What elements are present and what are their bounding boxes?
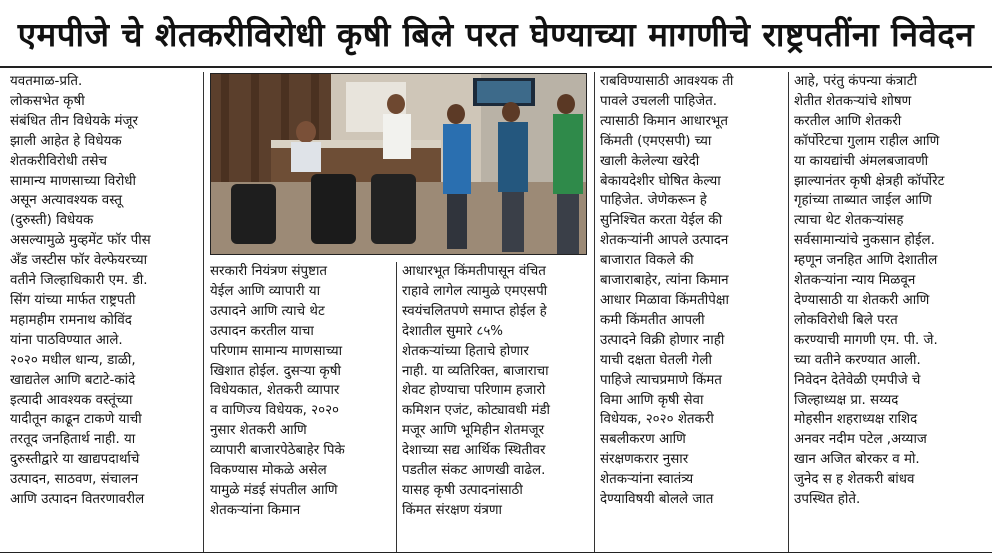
article-text-line: यादीतून काढून टाकणे याची xyxy=(10,412,142,428)
article-text-line: मजूर आणि भूमिहीन शेतमजूर xyxy=(402,423,545,439)
article-text-line: सुनिश्चित करता येईल की xyxy=(600,213,723,229)
article-text-line: यवतमाळ-प्रति. xyxy=(10,74,83,89)
article-text-line: जिल्हाध्यक्ष प्रा. सय्यद xyxy=(794,392,899,408)
article-text-line: कमी किंमतीत आपली xyxy=(600,312,705,328)
article-text-line: शेतकऱ्यांनी आपले उत्पादन xyxy=(600,233,729,249)
article-text-line: खाली केलेल्या खरेदी xyxy=(600,153,700,169)
article-text-line: २०२० मधील धान्य, डाळी, xyxy=(10,352,136,368)
article-text-line: बेकायदेशीर घोषित केल्या xyxy=(600,173,721,189)
article-text-line: विधेयक, २०२० शेतकरी xyxy=(600,412,714,428)
article-text-line: शेतीत शेतकऱ्यांचे शोषण xyxy=(794,93,912,109)
article-text-line: सिंग यांच्या मार्फत राष्ट्रपती xyxy=(10,292,136,308)
column-separator xyxy=(203,72,204,552)
article-text-line: शेतकऱ्यांच्या हिताचे होणार xyxy=(402,343,529,359)
article-text-line: झाली आहेत हे विधेयक xyxy=(10,133,122,149)
article-text-line: आधारभूत किंमतीपासून वंचित xyxy=(402,264,546,279)
article-text-line: अँड जस्टीस फॉर वेल्फेयरच्या xyxy=(10,253,148,269)
article-text-line: मोहसीन शहराध्यक्ष राशिद xyxy=(794,412,918,428)
article-text-line: शेतकऱ्यांना किमान xyxy=(210,502,301,518)
article-text-line: देण्यासाठी या शेतकरी आणि xyxy=(794,292,930,308)
article-text-line: पाहिजेत. जेणेकरून हे xyxy=(600,193,707,209)
article-text-line: करतील आणि शेतकरी xyxy=(794,113,902,129)
article-text-line: राबविण्यासाठी आवश्यक ती xyxy=(600,74,734,89)
article-text-line: विधेयकात, शेतकरी व्यापार xyxy=(210,383,340,399)
article-text-line: उत्पादने आणि त्याचे थेट xyxy=(210,303,325,319)
article-text-line: (दुरुस्ती) विधेयक xyxy=(10,213,94,229)
article-text-line: आधार मिळावा किंमतीपेक्षा xyxy=(600,292,729,308)
article-text-line: वतीने जिल्हाधिकारी एम. डी. xyxy=(10,273,148,289)
article-text-line: आणि उत्पादन वितरणावरील xyxy=(10,492,145,508)
column-separator xyxy=(594,72,595,552)
article-text-line: पडतील संकट आणखी वाढेल. xyxy=(402,463,546,479)
article-text-line: किंमत संरक्षण यंत्रणा xyxy=(402,502,503,518)
article-text-line: अनवर नदीम पटेल ,अय्याज xyxy=(794,432,927,448)
article-text-line: शेतकऱ्यांना स्वातंत्र्य xyxy=(600,472,694,488)
article-text-line: लोकसभेत कृषी xyxy=(10,93,85,109)
article-text-line: जुनेद स ह शेतकरी बांधव xyxy=(794,472,915,488)
article-text-line: देशातील सुमारे ८५% xyxy=(402,323,504,339)
article-text-line: बाजारात विकले की xyxy=(600,253,694,269)
article-text-line: त्याचा थेट शेतकऱ्यांसह xyxy=(794,213,904,229)
article-text-line: सामान्य माणसाच्या विरोधी xyxy=(10,173,137,189)
article-text-line: पावले उचलली पाहिजेत. xyxy=(600,93,718,109)
article-text-line: विकण्यास मोकळे असेल xyxy=(210,463,327,479)
article-text-line: शेतकऱ्यांना न्याय मिळवून xyxy=(794,273,916,289)
article-text-line: संबंधित तीन विधेयके मंजूर xyxy=(10,113,138,129)
article-text-line: सर्वसामान्यांचे नुकसान होईल. xyxy=(794,233,935,249)
article-text-line: कॉर्पोरेटचा गुलाम राहील आणि xyxy=(794,133,940,149)
article-text-line: देशाच्या सद्य आर्थिक स्थितीवर xyxy=(402,443,546,459)
article-text-line: या कायद्यांची अंमलबजावणी xyxy=(794,153,929,169)
article-column-5 xyxy=(794,72,988,552)
news-photo xyxy=(210,73,587,255)
office-scene-image xyxy=(211,74,586,254)
article-text-line: झाल्यानंतर कृषी क्षेत्रही कॉर्पोरेट xyxy=(794,173,945,189)
headline: एमपीजे चे शेतकरीविरोधी कृषी बिले परत घेण्याच्या मागणीचे राष्ट्रपतींना निवेदन xyxy=(17,14,975,54)
article-text-line: म्हणून जनहित आणि देशातील xyxy=(794,253,938,269)
article-text-line: उत्पादन करतील याचा xyxy=(210,323,314,339)
article-text-line: किंमती (एमएसपी) च्या xyxy=(600,133,712,149)
article-column-4 xyxy=(600,72,784,552)
article-text-line: उपस्थित होते. xyxy=(794,492,861,508)
article-text-line: तरतूद जनहितार्थ नाही. या xyxy=(10,432,136,448)
article-text-line: लोकविरोधी बिले परत xyxy=(794,312,898,328)
article-text-line: आहे, परंतु कंपन्या कंत्राटी xyxy=(794,74,917,89)
column-separator xyxy=(396,262,397,552)
article-text-line: असून अत्यावश्यक वस्तू xyxy=(10,193,123,209)
article-column-2 xyxy=(210,262,392,552)
article-text-line: बाजाराबाहेर, त्यांना किमान xyxy=(600,273,729,289)
article-text-line: पाहिजे त्याचप्रमाणे किंमत xyxy=(600,372,722,388)
article-text-line: इत्यादी आवश्यक वस्तूंच्या xyxy=(10,392,133,408)
article-text-line: विमा आणि कृषी सेवा xyxy=(600,392,704,408)
article-text-line: असल्यामुळे मुव्हमेंट फॉर पीस xyxy=(10,233,151,249)
article-text-line: स्वयंचलितपणे समाप्त होईल हे xyxy=(402,303,547,319)
article-text-line: नाही. या व्यतिरिक्त, बाजाराचा xyxy=(402,363,549,379)
article-text-line: सबलीकरण आणि xyxy=(600,432,686,448)
article-text-line: शेतकरीविरोधी तसेच xyxy=(10,153,107,169)
article-text-line: खिशात होईल. दुसऱ्या कृषी xyxy=(210,363,341,379)
article-text-line: खान अजित बोरकर व मो. xyxy=(794,452,920,468)
article-text-line: शेवट होण्याचा परिणाम हजारो xyxy=(402,383,546,399)
article-text-line: कमिशन एजंट, कोट्यावधी मंडी xyxy=(402,403,551,419)
article-text-line: नुसार शेतकरी आणि xyxy=(210,423,307,439)
headline-rule xyxy=(0,66,992,68)
bottom-rule xyxy=(0,552,992,553)
article-text-line: यामुळे मंडई संपतील आणि xyxy=(210,482,338,498)
article-text-line: खाद्यतेल आणि बटाटे-कांदे xyxy=(10,372,136,388)
article-text-line: देण्याविषयी बोलले जात xyxy=(600,492,714,508)
article-text-line: राहावे लागेल त्यामुळे एमएसपी xyxy=(402,283,548,299)
article-column-3 xyxy=(402,262,588,552)
article-text-line: याची दक्षता घेतली गेली xyxy=(600,352,712,368)
article-text-line: येईल आणि व्यापारी या xyxy=(210,283,321,299)
article-text-line: संरक्षणकरार नुसार xyxy=(600,452,689,468)
article-text-line: व्यापारी बाजारपेठेबाहेर पिके xyxy=(210,443,345,459)
article-text-line: परिणाम सामान्य माणसाच्या xyxy=(210,343,343,359)
article-text-line: उत्पादन, साठवण, संचालन xyxy=(10,472,139,488)
article-column-1 xyxy=(10,72,200,552)
article-text-line: महामहीम रामनाथ कोविंद xyxy=(10,312,132,328)
article-text-line: यांना पाठविण्यात आले. xyxy=(10,332,123,348)
article-text-line: निवेदन देतेवेळी एमपीजे चे xyxy=(794,372,921,388)
article-text-line: दुरुस्तीद्वारे या खाद्यपदार्थाचे xyxy=(10,452,140,468)
article-text-line: सरकारी नियंत्रण संपुष्टात xyxy=(210,264,328,279)
article-text-line: यासह कृषी उत्पादनांसाठी xyxy=(402,482,523,498)
article-text-line: व वाणिज्य विधेयक, २०२० xyxy=(210,403,340,419)
article-text-line: त्यासाठी किमान आधारभूत xyxy=(600,113,728,129)
article-text-line: च्या वतीने करण्यात आली. xyxy=(794,352,921,368)
article-text-line: उत्पादने विक्री होणार नाही xyxy=(600,332,725,348)
article-text-line: गृहांच्या ताब्यात जाईल आणि xyxy=(794,193,932,209)
article-text-line: करण्याची मागणी एम. पी. जे. xyxy=(794,332,938,348)
column-separator xyxy=(788,72,789,552)
